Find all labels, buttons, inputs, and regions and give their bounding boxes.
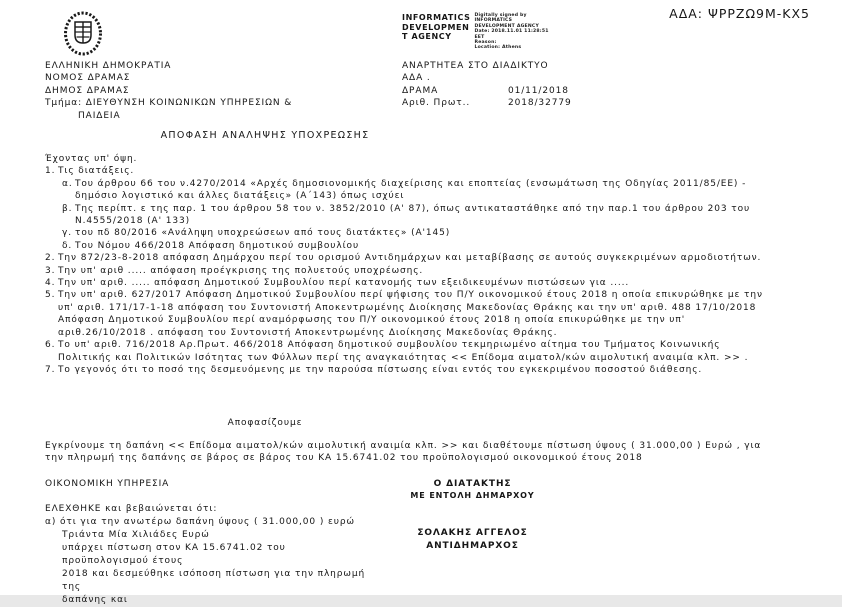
check-line: 2018 και δεσμεύθηκε ισόποση πίστωση για την πληρωμή της [62,569,366,592]
protocol-label: Αριθ. Πρωτ.. [402,98,471,109]
date-value: 01/11/2018 [508,85,569,96]
item-text: Την υπ' αριθ ..... απόφαση προέγκρισης της πολυετούς υποχρέωσης. [58,265,424,276]
subitem-letter: γ. [62,228,72,239]
item-text: Την υπ' αριθ. ..... απόφαση Δημοτικού Συμβουλίου περί κατανομής των εξειδικευμένων πιστώσεων για ..... [58,278,630,289]
finance-service-label: ΟΙΚΟΝΟΜΙΚΗ ΥΠΗΡΕΣΙΑ [45,479,170,489]
republic-line: ΕΛΛΗΝΙΚΗ ΔΗΜΟΚΡΑΤΙΑ [45,61,172,71]
consideration-subitem [45,240,775,252]
consideration-item [45,165,775,177]
consideration-subitem [45,178,775,203]
subitem-letter: β. [62,203,73,214]
coat-of-arms-svg [62,10,104,57]
signature-details [474,13,548,51]
item-text: Το γεγονός ότι το ποσό της δεσμευόμενης με την παρούσα πίστωσης είναι εντός του εγκεκριμένου ποσοστού διάθεσης. [58,364,703,375]
consideration-item [45,364,775,376]
signer-title: ΑΝΤΙΔΗΜΑΡΧΟΣ [426,541,519,551]
item-number: 5. [45,290,56,301]
signing-agency-name [402,13,470,51]
item-number: 4. [45,278,56,289]
document-title: ΑΠΟΦΑΣΗ ΑΝΑΛΗΨΗΣ ΥΠΟΧΡΕΩΣΗΣ [160,130,370,141]
item-text: Την 872/23-8-2018 απόφαση Δημάρχου περί του ορισμού Αντιδημάρχων και μεταβίβασης σε αυτούς συγκεκριμένων αρμοδιοτήτων. [58,253,762,264]
signature-detail-line: INFORMATICS [474,18,513,24]
check-item-a: α) ότι για την ανωτέρω δαπάνη ύψους ( 31.000,00 ) ευρώ [45,517,355,527]
city-date-row [402,85,702,97]
check-line: δαπάνης και [62,595,128,605]
subitem-text: Του άρθρου 66 του ν.4270/2014 «Αρχές δημοσιονομικής διαχείρισης και εποπτείας (ενσωμάτωση της Οδηγίας 2011/85/ΕΕ) - δημόσιο λογιστικό και άλλες διατάξεις» (Α΄143) όπως ισχύει [75,178,747,202]
consideration-item [45,252,775,264]
ada-line: ΑΔΑ . [402,73,431,84]
signature-detail-line: DEVELOPMENT AGENCY [474,23,540,29]
amount-in-words: Τριάντα Μία Χιλιάδες Ευρώ [62,530,210,540]
city-label: ΔΡΑΜΑ [402,85,439,96]
signature-detail-line: Date: 2018.11.01 11:28:51 [474,29,549,35]
greek-coat-of-arms-icon [62,10,104,57]
signer-name: ΣΟΛΑΚΗΣ ΑΓΓΕΛΟΣ [417,528,528,538]
prefecture-line: ΝΟΜΟΣ ΔΡΑΜΑΣ [45,73,131,84]
item-number: 3. [45,265,56,276]
item-number: 6. [45,340,56,351]
subitem-letter: δ. [62,240,73,251]
checked-line: ΕΛΕΧΘΗΚΕ και βεβαιώνεται ότι: [45,504,218,514]
publish-on-web-line: ΑΝΑΡΤΗΤΕΑ ΣΤΟ ΔΙΑΔΙΚΤΥΟ [402,61,549,71]
consideration-item [45,339,775,364]
protocol-block [402,60,702,110]
consideration-subitem [45,227,775,239]
item-number: 2. [45,253,56,264]
agency-line: DEVELOPMEN [402,22,470,32]
considerations-block [45,153,775,376]
preamble: Έχοντας υπ' όψη. [45,154,138,164]
decision-text: Εγκρίνουμε τη δαπάνη << Επίδομα αιματολ/κών αιμολυτική αναιμία κλπ. >> και διαθέτουμε πίστωση ύψους ( 31.000,00 ) Ευρώ , για την πληρωμή της δαπάνης σε βάρος σε βάρος του ΚΑ 15.6741.02 του προϋπολογισμού οικονομικού έτους 2018 [45,441,762,464]
signature-detail-line: Digitally signed by [474,13,527,18]
check-line: υπάρχει πίστωση στον ΚΑ 15.6741.02 του προϋπολογισμού έτους [62,543,286,566]
subitem-letter: α. [62,178,73,189]
verification-block [45,503,375,607]
item-number: 7. [45,364,56,375]
subitem-text: Του Νόμου 466/2018 Απόφαση δημοτικού συμβουλίου [75,240,360,251]
item-text: Τις διατάξεις. [58,166,135,177]
department-line-cont: ΠΑΙΔΕΙΑ [78,110,121,121]
item-text: Το υπ' αριθ. 716/2018 Αρ.Πρωτ. 466/2018 Απόφαση δημοτικού συμβουλίου τεκμηριωμένο αίτημα του Τμήματος Κοινωνικής Πολιτικής και Πολιτικών Ισότητας των Φύλλων περί της αναγκαιότητας << Επίδομα αιματολ/κών αιμολυτική αναιμία κλπ. >> . [58,340,749,363]
orderer-block [395,478,550,503]
signature-detail-line: EET [474,34,485,40]
agency-line: T AGENCY [402,32,452,42]
digital-signature-stamp [402,13,549,51]
signer-block [395,527,550,553]
consideration-item [45,289,775,339]
by-order-of-mayor: ΜΕ ΕΝΤΟΛΗ ΔΗΜΑΡΧΟΥ [410,491,535,501]
protocol-row [402,97,702,109]
decision-heading: Αποφασίζουμε [227,418,303,428]
agency-line: INFORMATICS [402,13,471,22]
subitem-text: του πδ 80/2016 «Ανάληψη υποχρεώσεων από τους διατάκτες» (Α'145) [75,228,451,239]
consideration-subitem [45,203,775,228]
signature-detail-line: Reason: [474,40,497,46]
sender-block [45,60,292,122]
signature-detail-line: Location: Athens [474,45,522,51]
municipality-line: ΔΗΜΟΣ ΔΡΑΜΑΣ [45,85,130,96]
item-number: 1. [45,166,56,177]
consideration-item [45,265,775,277]
consideration-item [45,277,775,289]
ada-code: ΑΔΑ: ΨΡΡΖΩ9Μ-ΚΧ5 [669,6,810,21]
orderer-title: Ο ΔΙΑΤΑΚΤΗΣ [433,479,512,489]
department-line: Τμήμα: ΔΙΕΥΘΥΝΣΗ ΚΟΙΝΩΝΙΚΩΝ ΥΠΗΡΕΣΙΩΝ & [45,98,293,109]
protocol-value: 2018/32779 [508,98,572,109]
item-text: Την υπ' αριθ. 627/2017 Απόφαση Δημοτικού Συμβουλίου περί ψήφισης του Π/Υ οικονομικού έτους 2018 η οποία επικυρώθηκε με την υπ' αριθ. 171/17-1-18 απόφαση του Συντονιστή Αποκεντρωμένης Διοίκησης Μακεδονίας Θράκης και την υπ' αριθ. 488 17/10/2018 Απόφαση Δημοτικού Συμβουλίου περί αναμόρφωσης του Π/Υ οικονομικού έτους 2018 η οποία επικυρώθηκε με την υπ' αριθ.26/10/2018 . απόφαση του Συντονιστή Αποκεντρωμένης Διοίκησης Μακεδονίας Θράκης. [58,290,763,338]
subitem-text: Της περίπτ. ε της παρ. 1 του άρθρου 58 του ν. 3852/2010 (Α' 87), όπως αντικαταστάθηκε από την παρ.1 του άρθρου 203 του Ν.4555/2018 (Α' 133) [75,203,751,227]
